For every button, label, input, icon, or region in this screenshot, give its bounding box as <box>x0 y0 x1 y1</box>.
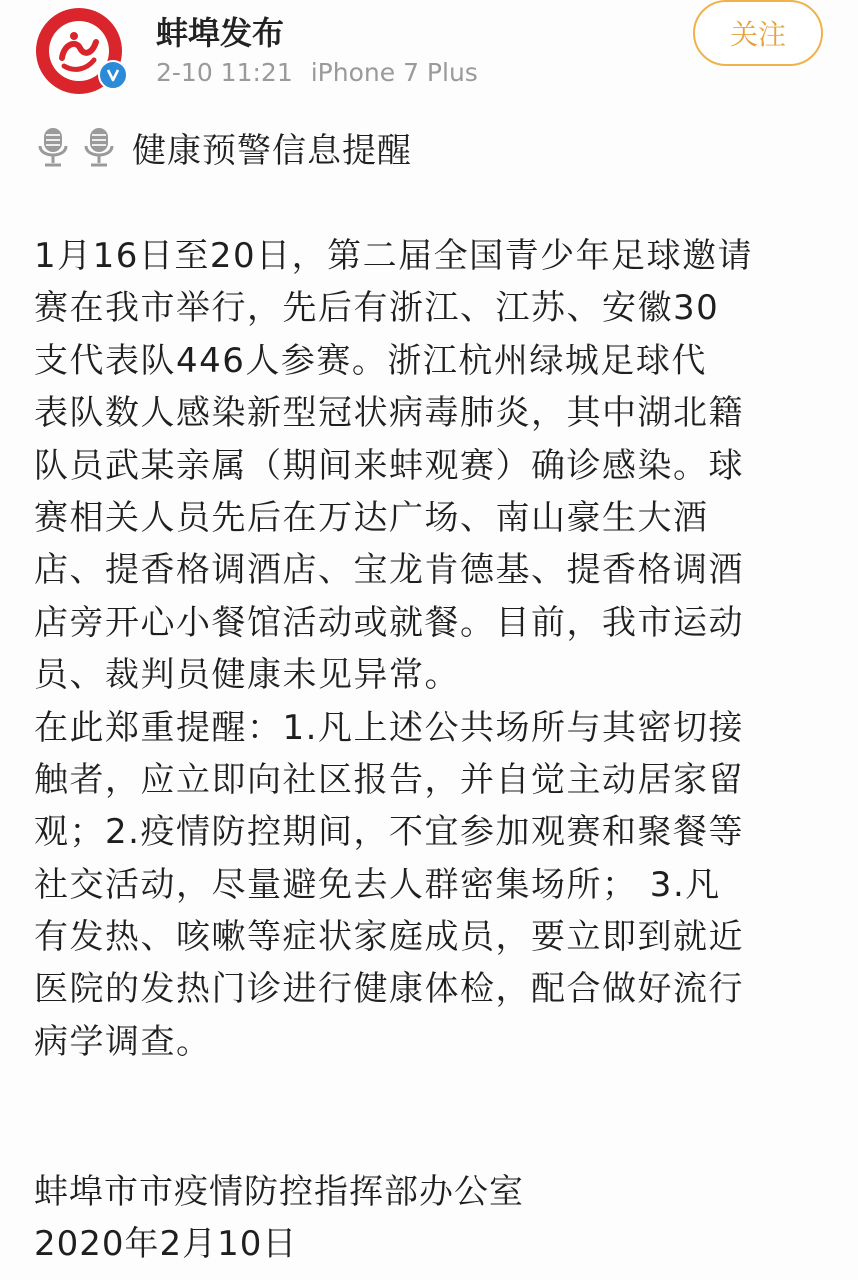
body-line: 赛在我市举行，先后有浙江、江苏、安徽30 <box>34 288 720 329</box>
post-title-row <box>34 124 412 170</box>
body-line: 员、裁判员健康未见异常。 <box>34 655 460 696</box>
body-line: 病学调查。 <box>34 1021 212 1062</box>
body-line: 触者，应立即向社区报告，并自觉主动居家留 <box>34 759 744 800</box>
body-line: 店、提香格调酒店、宝龙肯德基、提香格调酒 <box>34 550 744 591</box>
post-meta <box>156 58 478 87</box>
microphone-icon <box>34 126 72 168</box>
post-footer <box>34 1166 524 1271</box>
body-line: 有发热、咳嗽等症状家庭成员，要立即到就近 <box>34 917 744 958</box>
verified-badge-icon <box>98 60 128 90</box>
post-header <box>0 0 858 110</box>
body-line: 表队数人感染新型冠状病毒肺炎，其中湖北籍 <box>34 393 744 434</box>
body-line: 支代表队446人参赛。浙江杭州绿城足球代 <box>34 340 707 381</box>
post-date: 2020年2月10日 <box>34 1224 298 1265</box>
body-line: 赛相关人员先后在万达广场、南山豪生大酒 <box>34 497 709 538</box>
body-line: 1月16日至20日，第二届全国青少年足球邀请 <box>34 236 754 276</box>
body-line: 社交活动，尽量避免去人群密集场所； 3.凡 <box>34 864 721 905</box>
microphone-icon <box>80 126 118 168</box>
body-line: 队员武某亲属（期间来蚌观赛）确诊感染。球 <box>34 445 744 486</box>
post-title: 健康预警信息提醒 <box>132 130 412 171</box>
post-device: iPhone 7 Plus <box>310 58 478 87</box>
signature: 蚌埠市市疫情防控指挥部办公室 <box>34 1172 524 1212</box>
body-line: 医院的发热门诊进行健康体检，配合做好流行 <box>34 969 744 1010</box>
follow-button[interactable]: 关注 <box>693 0 823 66</box>
post-time: 2-10 11:21 <box>156 58 293 87</box>
post-body <box>34 230 834 1068</box>
body-line: 在此郑重提醒：1.凡上述公共场所与其密切接 <box>34 707 744 748</box>
body-line: 店旁开心小餐馆活动或就餐。目前，我市运动 <box>34 602 744 643</box>
body-line: 观；2.疫情防控期间，不宜参加观赛和聚餐等 <box>34 812 744 853</box>
user-name[interactable]: 蚌埠发布 <box>156 14 285 52</box>
